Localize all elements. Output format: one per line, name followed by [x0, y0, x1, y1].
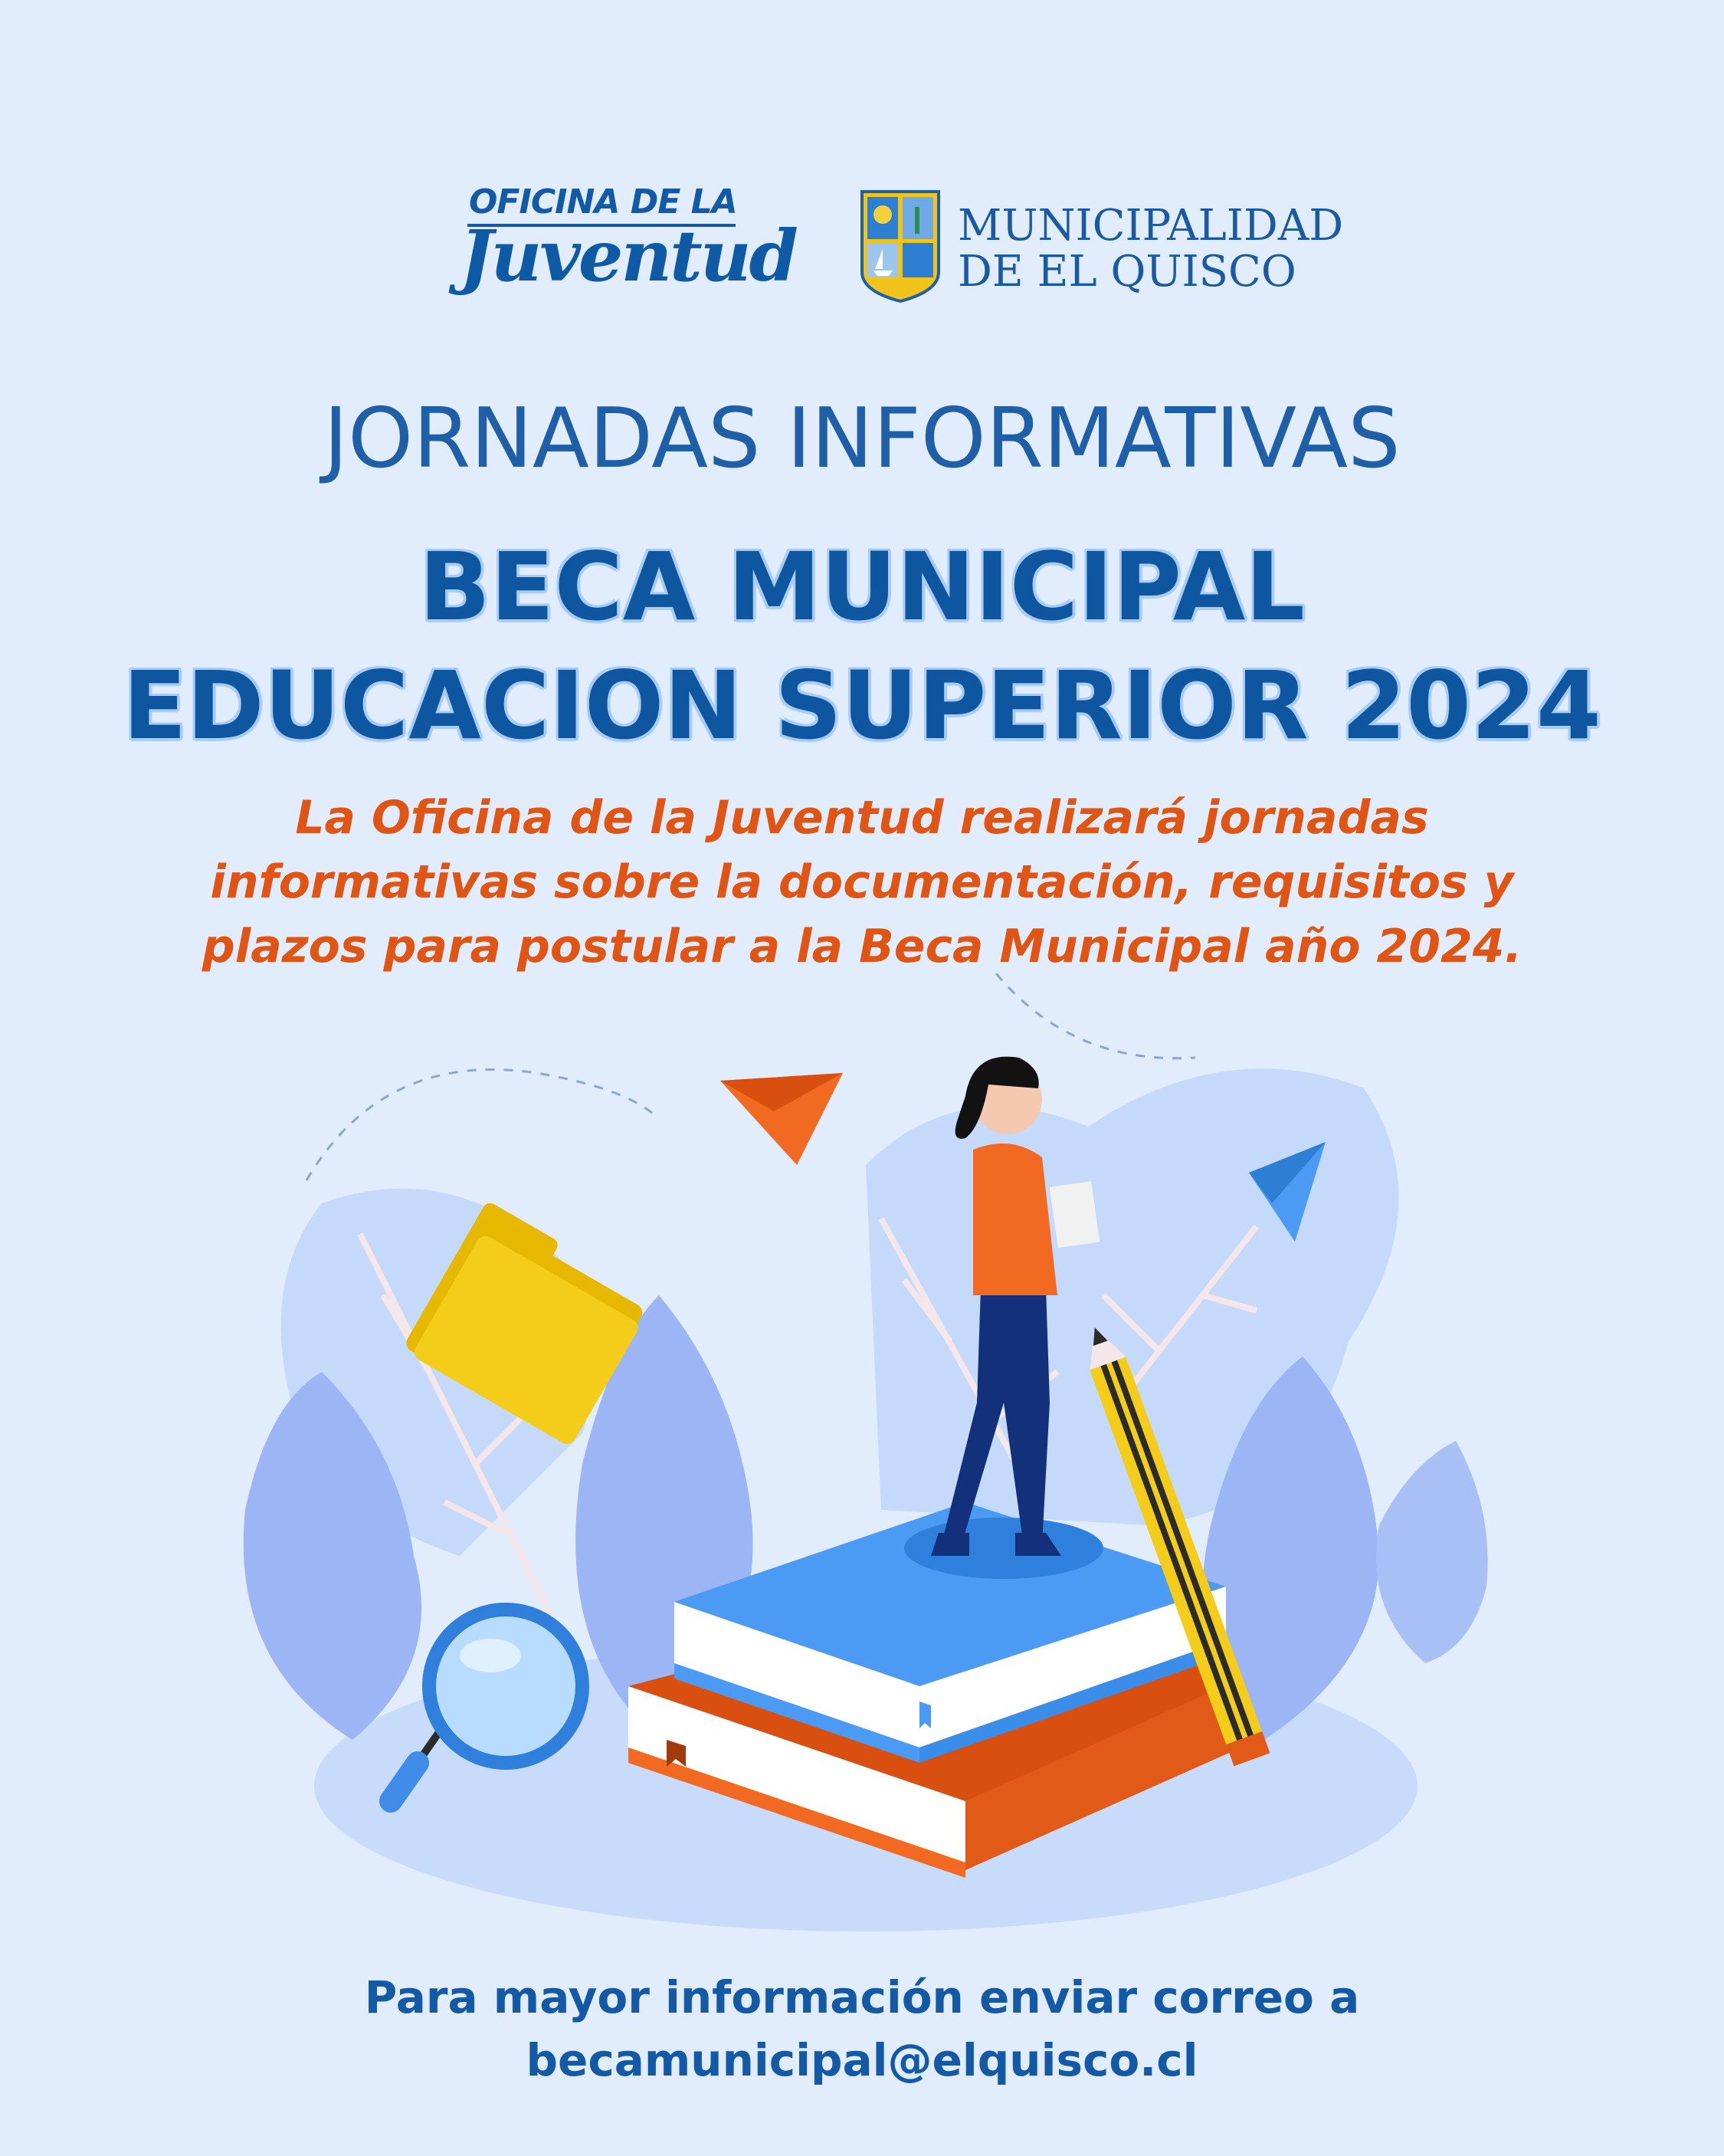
oficina-logo-line2: Juventud [460, 215, 797, 297]
footer-contact [0, 1966, 1724, 2092]
description-line3: plazos para postular a la Beca Municipal año 2024. [202, 920, 1522, 973]
dashed-path-right [996, 973, 1195, 1058]
illustration [0, 973, 1724, 1970]
municipalidad-logo [858, 188, 1344, 310]
description-line2: informativas sobre la documentación, requisitos y [210, 855, 1514, 909]
oficina-juventud-logo [460, 176, 797, 307]
leaf-right-small [1376, 1441, 1488, 1663]
subtitle-heading: JORNADAS INFORMATIVAS [323, 391, 1401, 487]
description-line1: La Oficina de la Juventud realizará jornadas [295, 791, 1429, 845]
footer-email: becamunicipal@elquisco.cl [526, 2034, 1198, 2086]
title-heading-line2: EDUCACION SUPERIOR 2024 [123, 651, 1601, 760]
description-paragraph [0, 786, 1724, 979]
municipalidad-logo-line2: DE EL QUISCO [958, 247, 1296, 297]
footer-text: Para mayor información enviar correo a [364, 1971, 1360, 2023]
paper-plane-orange-icon [720, 1073, 843, 1165]
dashed-path-left [306, 1070, 659, 1181]
title-heading-line1: BECA MUNICIPAL [418, 533, 1306, 642]
logos-row [0, 176, 1724, 314]
coat-of-arms-icon [858, 188, 942, 303]
municipalidad-logo-line1: MUNICIPALIDAD [958, 201, 1344, 251]
oficina-logo-line1: OFICINA DE LA [469, 182, 737, 222]
